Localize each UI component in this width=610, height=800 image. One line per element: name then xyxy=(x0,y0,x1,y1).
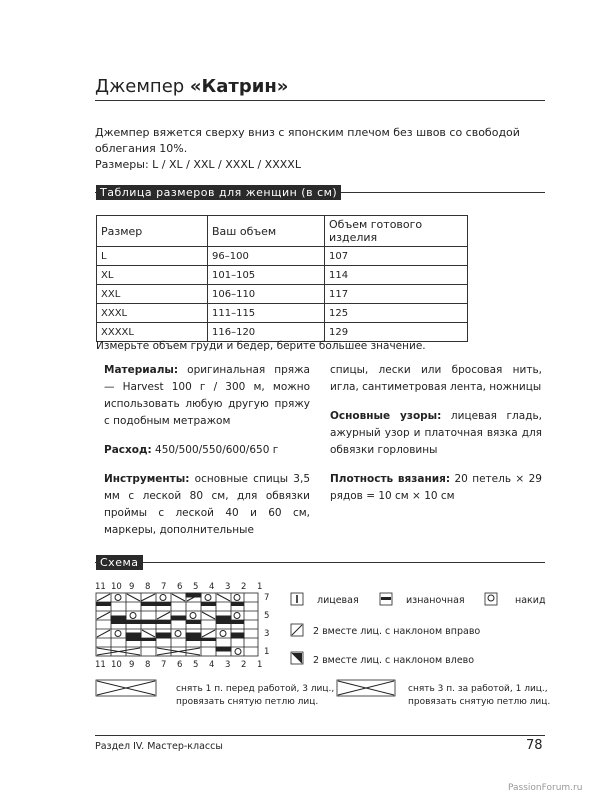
column-number: 6 xyxy=(177,582,183,592)
legend-k2tog-left xyxy=(291,652,474,666)
column-number: 9 xyxy=(129,660,135,670)
legend-purl xyxy=(380,593,465,606)
legend-cross-left-line-2: провязать снятую петлю лиц. xyxy=(176,697,319,707)
column-number: 5 xyxy=(193,660,199,670)
patterns-text: лицевая гладь, ажурный узор и платочная вязка для обвязки горловины xyxy=(330,410,542,456)
column-numbers-top xyxy=(95,582,262,592)
tools-paragraph xyxy=(104,471,310,539)
column-number: 3 xyxy=(225,660,231,670)
scheme-divider xyxy=(95,562,545,563)
legend-yarn-over-label: накид xyxy=(515,595,546,606)
size-table xyxy=(96,215,468,342)
table-header-row xyxy=(97,216,468,247)
gauge-paragraph xyxy=(330,471,542,505)
gauge-label: Плотность вязания: xyxy=(330,473,451,485)
column-number: 10 xyxy=(111,582,122,592)
consumption-text: 450/500/550/600/650 г xyxy=(155,444,279,456)
table-cell: XXXXL xyxy=(97,323,208,342)
column-number: 2 xyxy=(241,660,247,670)
table-cell: 101–105 xyxy=(208,266,325,285)
table-cell: XXL xyxy=(97,285,208,304)
tools-label: Инструменты: xyxy=(104,473,190,485)
row-number: 7 xyxy=(264,593,270,603)
patterns-label: Основные узоры: xyxy=(330,410,442,422)
table-cell: 116–120 xyxy=(208,323,325,342)
column-numbers-bottom xyxy=(95,660,262,670)
intro-text xyxy=(95,125,555,173)
column-number: 10 xyxy=(111,660,122,670)
tools-continued-text: спицы, лески или бросовая нить, игла, сантиметровая лента, ножницы xyxy=(330,364,542,393)
page-title xyxy=(95,76,288,97)
materials-label: Материалы: xyxy=(104,364,179,376)
column-number: 9 xyxy=(129,582,135,592)
legend-cross-right-line-1: снять 3 п. за работой, 1 лиц., xyxy=(408,684,548,694)
column-number: 4 xyxy=(209,582,215,592)
table-cell: 107 xyxy=(325,247,468,266)
title-name: «Катрин» xyxy=(189,76,289,97)
column-number: 11 xyxy=(95,582,106,592)
table-cell: XXXL xyxy=(97,304,208,323)
row-numbers xyxy=(264,593,269,657)
materials-paragraph xyxy=(104,362,310,430)
tools-text: основные спицы 3,5 мм с леской 80 см, для обвязки проймы с леской 40 и 60 см, маркеры, дополнительные xyxy=(104,473,310,536)
watermark: PassionForum.ru xyxy=(508,783,583,793)
column-number: 1 xyxy=(257,660,263,670)
column-number: 4 xyxy=(209,660,215,670)
legend-purl-label: изнаночная xyxy=(406,595,465,606)
column-number: 11 xyxy=(95,660,106,670)
table-row xyxy=(97,266,468,285)
table-cell: 129 xyxy=(325,323,468,342)
table-cell: 111–115 xyxy=(208,304,325,323)
footer-divider xyxy=(95,735,545,736)
legend-knit-label: лицевая xyxy=(317,595,359,606)
column-number: 6 xyxy=(177,660,183,670)
table-cell: 96–100 xyxy=(208,247,325,266)
column-number: 7 xyxy=(161,582,167,592)
footer-section: Раздел IV. Мастер-классы xyxy=(95,741,223,752)
table-row xyxy=(97,247,468,266)
table-cell: 117 xyxy=(325,285,468,304)
column-number: 2 xyxy=(241,582,247,592)
table-header: Объем готового изделия xyxy=(325,216,468,247)
materials-left-column xyxy=(104,362,310,551)
legend-k2tog-left-label: 2 вместе лиц. с наклоном влево xyxy=(313,655,475,666)
table-cell: 106–110 xyxy=(208,285,325,304)
page-number: 78 xyxy=(526,738,543,753)
column-number: 1 xyxy=(257,582,263,592)
legend-cross-right-line-2: провязать снятую петлю лиц. xyxy=(408,697,551,707)
table-row xyxy=(97,304,468,323)
table-cell: XL xyxy=(97,266,208,285)
column-number: 8 xyxy=(145,660,151,670)
intro-line-sizes: Размеры: L / XL / XXL / XXXL / XXXXL xyxy=(95,158,301,171)
legend-cross-left xyxy=(96,680,334,707)
column-number: 3 xyxy=(225,582,231,592)
column-number: 7 xyxy=(161,660,167,670)
table-row xyxy=(97,323,468,342)
size-table-label: Таблица размеров для женщин (в см) xyxy=(96,185,341,200)
patterns-paragraph xyxy=(330,408,542,459)
table-row xyxy=(97,285,468,304)
row-number: 3 xyxy=(264,629,270,639)
table-cell: L xyxy=(97,247,208,266)
size-note: Измерьте объем груди и бедер, берите большее значение. xyxy=(96,340,426,352)
tools-continued-paragraph xyxy=(330,362,542,396)
materials-text: оригинальная пряжа — Harvest 100 г / 300 м, можно использовать любую другую пряжу с подобным метражом xyxy=(104,364,310,427)
legend-k2tog-right xyxy=(291,624,480,637)
knitting-chart xyxy=(94,578,554,728)
legend-cross-right xyxy=(337,680,550,707)
table-header: Ваш объем xyxy=(208,216,325,247)
legend-knit xyxy=(291,593,359,606)
legend-yarn-over xyxy=(485,593,546,606)
consumption-paragraph xyxy=(104,442,310,459)
scheme-label: Схема xyxy=(96,555,143,570)
materials-right-column xyxy=(330,362,542,517)
row-number: 5 xyxy=(264,611,270,621)
table-header: Размер xyxy=(97,216,208,247)
table-cell: 114 xyxy=(325,266,468,285)
column-number: 8 xyxy=(145,582,151,592)
legend-cross-left-line-1: снять 1 п. перед работой, 3 лиц., xyxy=(176,684,335,694)
legend-k2tog-right-label: 2 вместе лиц. с наклоном вправо xyxy=(313,626,481,637)
column-number: 5 xyxy=(193,582,199,592)
gauge-text: 20 петель × 29 рядов = 10 см × 10 см xyxy=(330,473,542,502)
title-prefix: Джемпер xyxy=(95,76,190,97)
table-cell: 125 xyxy=(325,304,468,323)
title-divider xyxy=(95,100,545,101)
intro-line-description: Джемпер вяжется сверху вниз с японским плечом без швов со свободой облегания 10%. xyxy=(95,126,520,155)
row-number: 1 xyxy=(264,647,270,657)
consumption-label: Расход: xyxy=(104,444,152,456)
